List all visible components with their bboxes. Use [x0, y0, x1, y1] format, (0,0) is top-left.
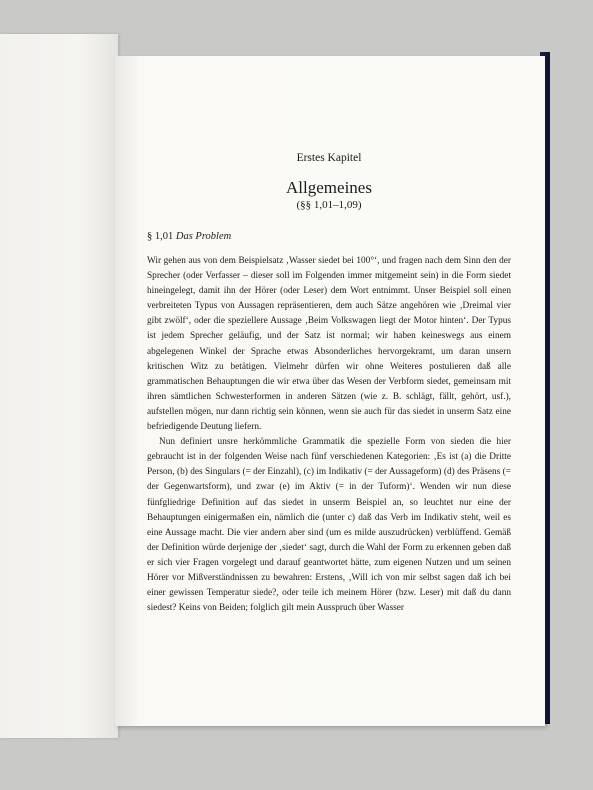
chapter-heading: Erstes Kapitel	[296, 152, 362, 164]
page-content	[147, 152, 511, 616]
paragraph-1: Wir gehen aus von dem Beispielsatz ‚Wasser siedet bei 100°‘, und fragen nach dem Sinn den der Sprecher (oder Verfasser – dieser soll im Folgenden immer mitgemeint sein) in die Form siedet hineingelegt, damit ihn der Hörer (oder Leser) dem Wort entnimmt. Unser Beispiel soll einen verbreiteten Typus von Aussagen repräsentieren, dem auch Sätze angehören wie ‚Dreimal vier gibt zwölf‘, oder die speziellere Aussage ‚Beim Volkswagen liegt der Motor hinten‘. Der Typus ist jedem Sprecher geläufig, und der Satz ist normal; wir haben keineswegs aus einem abgelegenen Winkel der Sprache etwas Absonderliches hervorgekramt, um daran unsern kritischen Witz zu betätigen. Vielmehr dürfen wir ohne Weiteres postulieren daß alle grammatischen Behauptungen die wir etwa über das Wesen der Verbform siedet, gemeinsam mit ihren sämtlichen Schwesterformen in anderen Sätzen (wie z. B. schlägt, fällt, gehört, usf.), aufstellen mögen, nur dann richtig sein können, wenn sie auch für das siedet in unserm Satz eine befriedigende Deutung liefern.	[147, 256, 511, 433]
section-range: (§§ 1,01–1,09)	[296, 199, 362, 211]
right-page	[115, 56, 545, 726]
section-number: § 1,01	[147, 231, 174, 242]
section-name: Das Problem	[175, 231, 232, 242]
left-page	[0, 34, 118, 738]
section-heading	[147, 231, 511, 242]
chapter-title: Allgemeines	[286, 178, 372, 197]
paragraph-2: Nun definiert unsre herkömmliche Grammatik die spezielle Form von sieden die hier gebraucht ist in der folgenden Weise nach fünf verschiedenen Kategorien: ‚Es ist (a) die Dritte Person, (b) des Singulars (= der Einzahl), (c) im Indikativ (= der Aussageform) (d) des Präsens (= der Gegenwartsform), und zwar (e) im Aktiv (= in der Tuform)‘. Wenden wir nun diese fünfgliedrige Definition auf das siedet in unserm Beispiel an, so leuchtet nur eine der Behauptungen einigermaßen ein, nämlich die (unter c) daß das Verb im Indikativ steht, weil es eine Aussage macht. Die vier andern aber sind (um es milde auszudrücken) verblüffend. Gemäß der Definition würde derjenige der ‚siedet‘ sagt, durch die Wahl der Form zu erkennen geben daß er sich vier Fragen vorgelegt und darauf geantwortet hätte, zum eigenen Nutzen und um seinen Hörer vor Mißverständnissen zu bewahren: Erstens, ‚Will ich von mir selbst sagen daß ich bei einer gewissen Temperatur siede?, oder teile ich meinem Hörer (bzw. Leser) mit daß du dann siedest? Keins von Beiden; folglich gilt mein Ausspruch über Wasser	[147, 437, 511, 614]
